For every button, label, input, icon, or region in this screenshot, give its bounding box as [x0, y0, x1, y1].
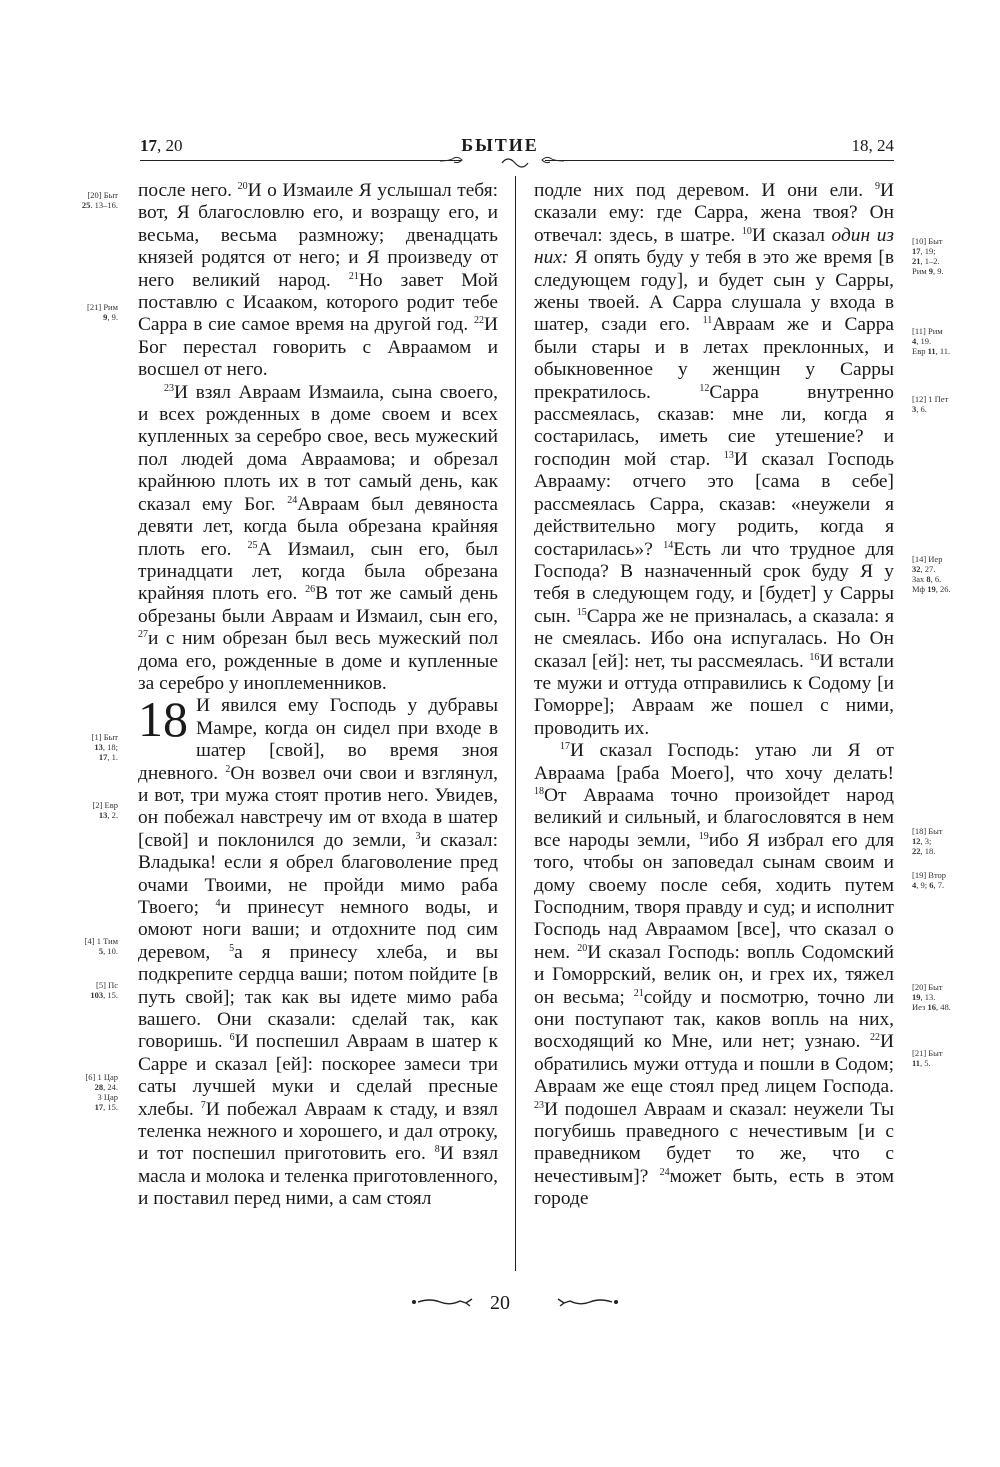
running-head-left-reference: 17, 20: [140, 136, 183, 155]
paragraph: $^{17}$И сказал Господь: утаю ли Я от Авраама [раба Моего], что хочу делать! $^{18}$От Авраама точно произойдет народ великий и сильный, и благословятся в нем все народы земли, $^{19}$ибо Я избрал его для того, чтобы он заповедал сынам своим и дому своему после себя, ходить путем Господним, творя правду и суд; и исполнит Господь над Авраамом [все], что сказал о нем. $^{20}$И сказал Господь: вопль Содомский и Гоморрский, велик он, и грех их, тяжел он весьма; $^{21}$сойду и посмотрю, точно ли они поступают так, каков вопль на них, восходящий ко Мне, или нет; узнаю. $^{22}$И обратились мужи оттуда и пошли в Содом; Авраам же еще стоял пред лицем Господа. $^{23}$И подошел Авраам и сказал: неужели Ты погубишь праведного с нечестивым [и с праведником будет то же, что с нечестивым]? $^{24}$может быть, есть в этом городе: [534, 740, 895, 1210]
margin-reference: [18] Быт 12, 3; 22, 18.: [912, 826, 943, 856]
margin-reference: [20] Быт 19, 13. Иез 16, 48.: [912, 982, 951, 1012]
margin-reference: [6] 1 Цар 28, 24. 3 Цар 17, 15.: [85, 1072, 118, 1112]
paragraph: подле них под деревом. И они ели. $^9$И сказали ему: где Сарра, жена твоя? Он отвечал: здесь, в шатре. $^{10}$И сказал один из них: Я опять буду у тебя в это же время [в следующем году], и будет сын у Сарры, жены твоей. А Сарра слушала у входа в шатер, сзади его. $^{11}$Авраам же и Сарра были стары и в летах преклонных, и обыкновенное у женщин у Сарры прекратилось. $^{12}$Сарра внутренно рассмеялась, сказав: мне ли, когда я состарилась, иметь сие утешение? и господин мой стар. $^{13}$И сказал Господь Аврааму: отчего это [сама в себе] рассмеялась Сарра, сказав: «неужели я действительно могу родить, когда я состарилась»? $^{14}$Есть ли что трудное для Господа? В назначенный срок буду Я у тебя в следующем году, и [будет] у Сарры сын. $^{15}$Сарра же не призналась, а сказала: я не смеялась. Ибо она испугалась. Но Он сказал [ей]: нет, ты рассмеялась. $^{16}$И встали те мужи и оттуда отправились к Содому [и Гоморре]; Авраам же пошел с ними, проводить их.: [534, 180, 895, 739]
header-flourish-right: [540, 156, 564, 168]
margin-reference: [21] Быт 11, 5.: [912, 1048, 943, 1068]
running-head-right-reference: 18, 24: [851, 136, 894, 155]
right-text-column: [534, 180, 894, 1211]
margin-reference: [11] Рим 4, 19. Евр 11, 11.: [912, 326, 951, 356]
book-title: БЫТИЕ: [461, 135, 539, 155]
page-number: 20: [490, 1292, 510, 1314]
paragraph: $^{23}$И взял Авраам Измаила, сына своего, и всех рожденных в доме своем и всех купленных за серебро свое, весь мужеский пол людей дома Авраамова; и обрезал крайнюю плоть их в тот самый день, как сказал ему Бог. $^{24}$Авраам был девяноста девяти лет, когда была обрезана крайняя плоть его. $^{25}$А Измаил, сын его, был тринадцати лет, когда была обрезана крайняя плоть его. $^{26}$В тот же самый день обрезаны были Авраам и Измаил, сын его, $^{27}$и с ним обрезан был весь мужеский пол дома его, рожденные в доме и купленные за серебро у иноплеменников.: [138, 381, 499, 694]
margin-reference: [19] Втор 4, 9; 6, 7.: [912, 870, 947, 890]
header-ornament: [500, 153, 530, 173]
margin-reference: [20] Быт 25. 13–16.: [81, 190, 118, 210]
chapter-number: 18: [138, 691, 188, 748]
margin-reference: [1] Быт 13, 18; 17, 1.: [91, 732, 118, 762]
margin-reference: [5] Пс 103, 15.: [90, 980, 118, 1000]
header-rule-right: [545, 160, 894, 161]
margin-reference: [14] Иер 32, 27. Зах 8, 6. Мф 19, 26.: [912, 554, 951, 594]
column-divider: [515, 176, 516, 1271]
margin-reference: [12] 1 Пет 3, 6.: [912, 394, 949, 414]
margin-reference: [4] 1 Тим 5, 10.: [84, 936, 118, 956]
footer-ornament-right: [540, 1294, 620, 1310]
chapter-paragraph: 18 И явился ему Господь у дубравы Мамре, когда он сидел при входе в шатер [свой], во время зноя дневного. $^2$Он возвел очи свои и взглянул, и вот, три мужа стоят против него. Увидев, он побежал навстречу им от входа в шатер [свой] и поклонился до земли, $^3$и сказал: Владыка! если я обрел благоволение пред очами Твоими, не пройди мимо раба Твоего; $^4$и принесут немного воды, и омоют ноги ваши; и отдохните под сим деревом, $^5$а я принесу хлеба, и вы подкрепите сердца ваши; потом пойдите [в путь свой]; так как вы идете мимо раба вашего. Они сказали: сделай так, как говоришь. $^6$И поспешил Авраам в шатер к Сарре и сказал [ей]: поскорее замеси три саты лучшей муки и сделай пресные хлебы. $^7$И побежал Авраам к стаду, и взял теленка нежного и хорошего, и дал отроку, и тот поспешил приготовить его. $^8$И взял масла и молока и теленка приготовленного, и поставил перед ними, а сам стоял: [138, 691, 499, 1210]
margin-reference: [2] Евр 13, 2.: [92, 800, 118, 820]
margin-reference: [21] Рим 9, 9.: [87, 302, 118, 322]
margin-reference: [10] Быт 17, 19; 21, 1–2. Рим 9, 9.: [912, 236, 944, 276]
paragraph: после него. $^{20}$И о Измаиле Я услышал тебя: вот, Я благословлю его, и возращу его, и весьма, весьма размножу; двенадцать князей родятся от него; и Я произведу от него великий народ. $^{21}$Но завет Мой поставлю с Исааком, которого родит тебе Сарра в сие самое время на другой год. $^{22}$И Бог перестал говорить с Авраамом и восшел от него.: [138, 180, 498, 381]
left-text-column: [138, 180, 498, 1211]
header-flourish-left: [440, 156, 464, 168]
header-rule-left: [140, 160, 462, 161]
